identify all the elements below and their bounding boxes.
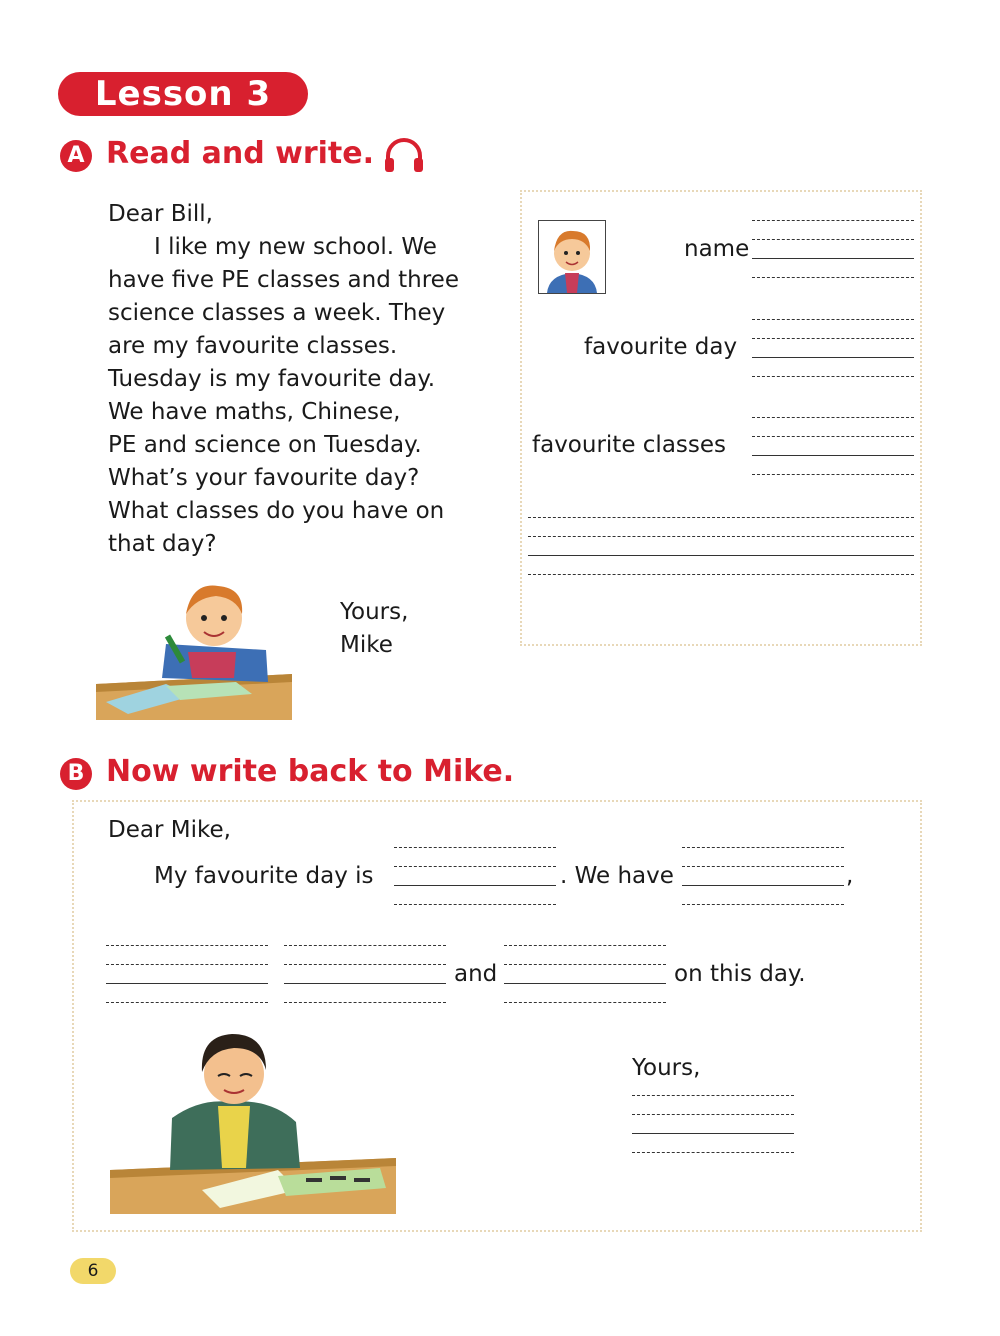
letter-a [108, 198, 508, 561]
letter-a-yours: Yours, [340, 599, 409, 625]
letter-a-line: I like my new school. We [154, 234, 437, 260]
section-a-badge: A [60, 140, 92, 172]
headphones-icon[interactable] [382, 136, 426, 176]
letter-a-greeting: Dear Bill, [108, 201, 213, 227]
letter-a-closing [340, 596, 408, 662]
letter-a-line: We have maths, Chinese, [108, 399, 401, 425]
letter-a-signature: Mike [340, 632, 393, 658]
letter-b-and: and [454, 961, 498, 987]
letter-a-line: What classes do you have on [108, 498, 445, 524]
section-a-title: Read and write. [106, 136, 375, 171]
reply-class-line-1[interactable] [682, 847, 844, 905]
letter-b-line1-prefix: My favourite day is [154, 863, 374, 889]
letter-a-line: Tuesday is my favourite day. [108, 366, 436, 392]
letter-a-line: are my favourite classes. [108, 333, 398, 359]
letter-b-on-this-day: on this day. [674, 961, 806, 987]
letter-a-line: What’s your favourite day? [108, 465, 420, 491]
form-day-label: favourite day [584, 334, 738, 360]
boy-writing-illustration [110, 1018, 396, 1214]
form-name-write-line[interactable] [752, 220, 914, 278]
letter-a-line: have five PE classes and three [108, 267, 459, 293]
letter-b-comma: , [846, 863, 854, 889]
reply-class-line-3[interactable] [284, 945, 446, 1003]
reply-favourite-day-line[interactable] [394, 847, 556, 905]
letter-a-line: PE and science on Tuesday. [108, 432, 422, 458]
form-classes-label: favourite classes [532, 432, 727, 458]
page-number: 6 [70, 1258, 116, 1284]
reply-class-line-2[interactable] [106, 945, 268, 1003]
letter-b-line1-mid: . We have [560, 863, 674, 889]
mike-writing-illustration [96, 574, 292, 720]
section-b-title: Now write back to Mike. [106, 754, 515, 789]
form-day-write-line[interactable] [752, 319, 914, 377]
letter-b-greeting: Dear Mike, [108, 817, 231, 843]
form-classes-write-line-2[interactable] [528, 517, 914, 575]
mike-portrait [538, 220, 606, 294]
letter-a-line: science classes a week. They [108, 300, 446, 326]
reply-class-line-4[interactable] [504, 945, 666, 1003]
form-name-label: name [684, 236, 750, 262]
lesson-title: Lesson 3 [58, 72, 308, 116]
reply-signature-line[interactable] [632, 1095, 794, 1153]
letter-b-yours: Yours, [632, 1055, 701, 1081]
letter-a-line: that day? [108, 531, 217, 557]
section-b-badge: B [60, 758, 92, 790]
form-classes-write-line-1[interactable] [752, 417, 914, 475]
